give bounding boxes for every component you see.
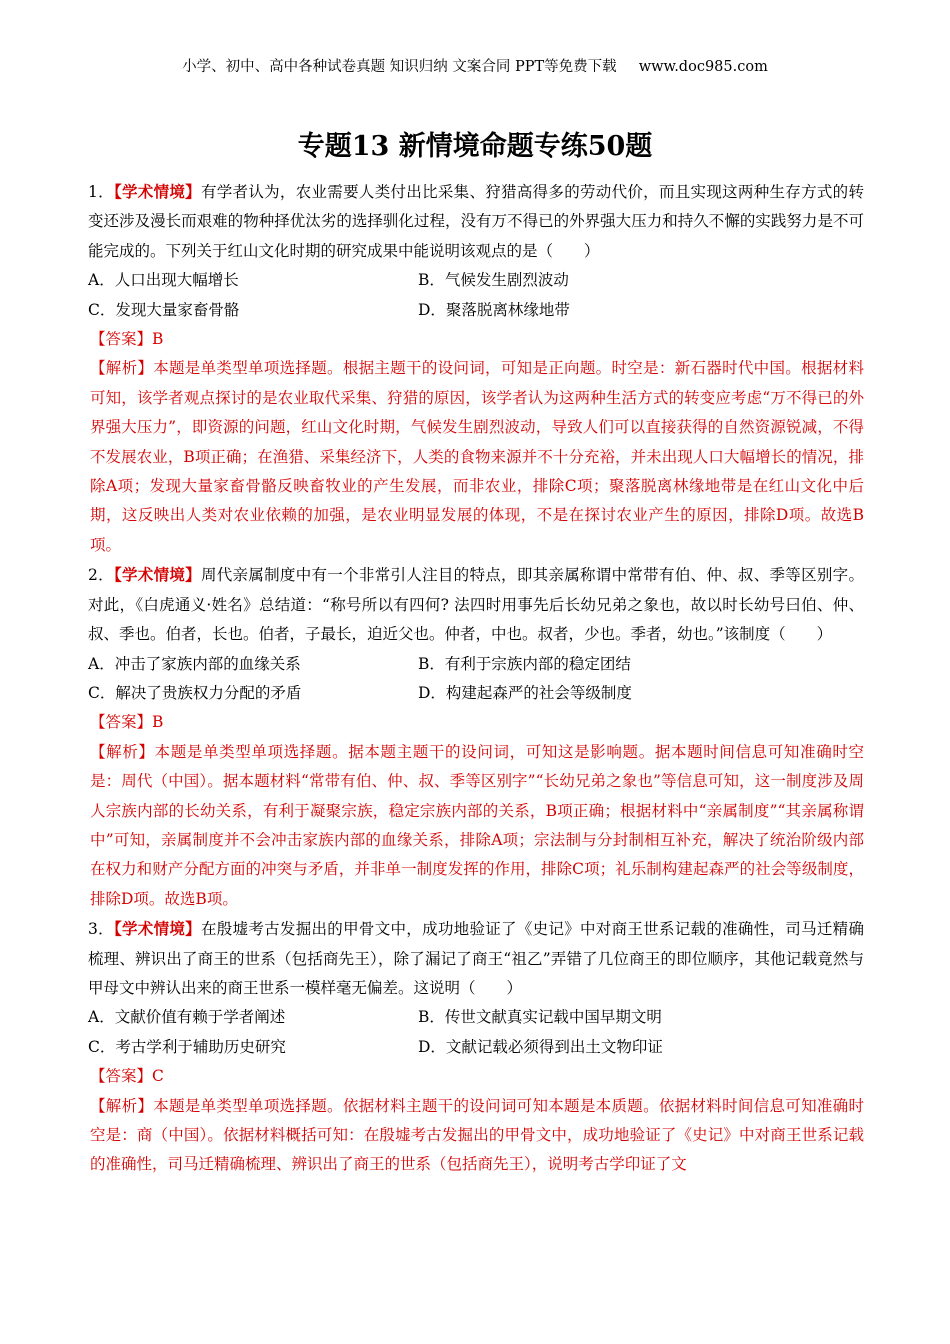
question-3 bbox=[88, 914, 864, 1180]
answer: 【答案】B bbox=[90, 713, 164, 732]
question-tag: 【学术情境】 bbox=[113, 182, 201, 201]
question-stem bbox=[88, 914, 864, 1003]
option-b: B．气候发生剧烈波动 bbox=[418, 271, 569, 290]
option-d: D．聚落脱离林缘地带 bbox=[418, 300, 570, 319]
option-a: A．人口出现大幅增长 bbox=[88, 271, 239, 290]
question-tag: 【学术情境】 bbox=[113, 919, 201, 939]
analysis: 【解析】本题是单类型单项选择题。据本题主题干的设问词，可知这是影响题。据本题时间信息可知准确时空是：周代（中国）。据本题材料“常带有伯、仲、叔、季等区别字”“长幼兄弟之象也”等信息可知，这一制度涉及周人宗族内部的长幼关系，有利于凝聚宗族，稳定宗族内部的关系，B项正确；根据材料中“亲属制度”“其亲属称谓中”可知，亲属制度并不会冲击家族内部的血缘关系，排除A项；宗法制与分封制相互补充，解决了统治阶级内部在权力和财产分配方面的冲突与矛盾，并非单一制度发挥的作用，排除C项；礼乐制构建起森严的社会等级制度，排除D项。故选B项。 bbox=[90, 742, 864, 908]
option-c: C．发现大量家畜骨骼 bbox=[88, 300, 240, 319]
analysis: 【解析】本题是单类型单项选择题。依据材料主题干的设问词可知本题是本质题。依据材料时间信息可知准确时空是：商（中国）。依据材料概括可知：在殷墟考古发掘出的甲骨文中，成功地验证了《史记》中对商王世系记载的准确性，司马迁精确梳理、辨识出了商王的世系（包括商先王），说明考古学印证了文 bbox=[90, 1096, 864, 1174]
answer: 【答案】C bbox=[90, 1067, 164, 1086]
option-b: B．有利于宗族内部的稳定团结 bbox=[418, 654, 631, 673]
option-a: A．冲击了家族内部的血缘关系 bbox=[88, 654, 301, 673]
question-number: 1． bbox=[88, 183, 114, 201]
analysis: 【解析】本题是单类型单项选择题。根据主题干的设问词，可知是正向题。时空是：新石器时代中国。根据材料可知，该学者观点探讨的是农业取代采集、狩猎的原因，该学者认为这两种生活方式的转变应考虑“万不得已的外界强大压力”，即资源的问题，红山文化时期，气候发生剧烈波动，导致人们可以直接获得的自然资源锐减，不得不发展农业，B项正确；在渔猎、采集经济下，人类的食物来源并不十分充裕，并未出现人口大幅增长的情况，排除A项；发现大量家畜骨骼反映畜牧业的产生发展，而非农业，排除C项；聚落脱离林缘地带是在红山文化中后期，这反映出人类对农业依赖的加强，是农业明显发展的体现，不是在探讨农业产生的原因，排除D项。故选B项。 bbox=[90, 359, 864, 554]
option-d: D．构建起森严的社会等级制度 bbox=[418, 683, 632, 702]
question-2 bbox=[88, 560, 864, 914]
option-c: C．解决了贵族权力分配的矛盾 bbox=[88, 683, 302, 702]
options bbox=[88, 650, 864, 709]
option-d: D．文献记载必须得到出土文物印证 bbox=[418, 1037, 663, 1056]
question-number: 3． bbox=[88, 920, 114, 939]
question-stem bbox=[88, 177, 864, 266]
options bbox=[88, 266, 864, 325]
option-a: A．文献价值有赖于学者阐述 bbox=[88, 1008, 286, 1027]
header-text: 小学、初中、高中各种试卷真题 知识归纳 文案合同 PPT等免费下载 bbox=[182, 59, 617, 75]
question-text: 有学者认为，农业需要人类付出比采集、狩猎高得多的劳动代价，而且实现这两种生存方式的转变还涉及漫长而艰难的物种择优汰劣的选择驯化过程，没有万不得已的外界强大压力和持久不懈的实践努力是不可能完成的。下列关于红山文化时期的研究成果中能说明该观点的是（ ） bbox=[88, 183, 864, 260]
page-title: 专题13 新情境命题专练50题 bbox=[297, 131, 653, 162]
header-url: www.doc985.com bbox=[638, 59, 768, 75]
question-stem bbox=[88, 560, 864, 649]
option-b: B．传世文献真实记载中国早期文明 bbox=[418, 1008, 662, 1027]
question-tag: 【学术情境】 bbox=[113, 565, 201, 585]
question-list bbox=[88, 177, 864, 1180]
option-c: C．考古学利于辅助历史研究 bbox=[88, 1037, 286, 1056]
question-number: 2． bbox=[88, 566, 114, 585]
page-header bbox=[0, 58, 950, 76]
options bbox=[88, 1003, 864, 1062]
question-text: 周代亲属制度中有一个非常引人注目的特点，即其亲属称谓中常带有伯、仲、叔、季等区别字。对此，《白虎通义·姓名》总结道：“称号所以有四何? 法四时用事先后长幼兄弟之象也，故以时长幼号曰伯、仲、叔、季也。伯者，长也。伯者，子最长，迫近父也。仲者，中也。叔者，少也。季者，幼也。”该制度（ ） bbox=[88, 566, 864, 644]
answer: 【答案】B bbox=[90, 330, 164, 349]
question-text: 在殷墟考古发掘出的甲骨文中，成功地验证了《史记》中对商王世系记载的准确性，司马迁精确梳理、辨识出了商王的世系（包括商先王），除了漏记了商王“祖乙”弄错了几位商王的即位顺序，其他记载竟然与甲母文中辨认出来的商王世系一模样毫无偏差。这说明（ ） bbox=[88, 920, 864, 997]
question-1 bbox=[88, 177, 864, 560]
